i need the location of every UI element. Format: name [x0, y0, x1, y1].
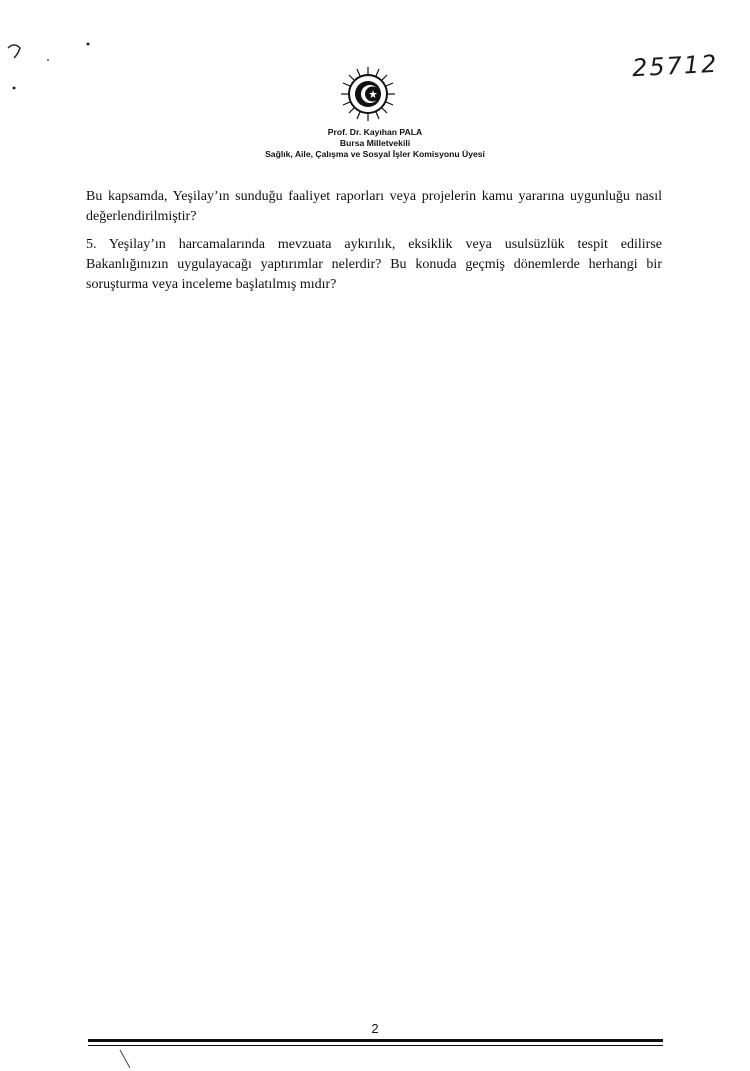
speck [87, 43, 90, 46]
body-paragraph: Bu kapsamda, Yeşilay’ın sunduğu faaliyet raporları veya projelerin kamu yararına uygunluğu nasıl değerlendirilmiştir? [86, 189, 662, 224]
document-body [86, 187, 662, 303]
author-committee: Sağlık, Aile, Çalışma ve Sosyal İşler Komisyonu Üyesi [265, 149, 485, 159]
footer-rule-thin [88, 1045, 663, 1046]
letterhead [0, 127, 750, 160]
speck [13, 87, 16, 90]
parliament-emblem-icon [340, 66, 396, 122]
footer-rule-thick [88, 1039, 663, 1042]
corner-mark-top-left [8, 45, 20, 58]
speck [47, 59, 49, 61]
handwritten-document-number: 25712 [631, 49, 720, 83]
body-paragraph: 5. Yeşilay’ın harcamalarında mevzuata aykırılık, eksiklik veya usulsüzlük tespit edilirse Bakanlığınızın uygulayacağı yaptırımlar nelerdir? Bu konuda geçmiş dönemlerde herhangi bir soruşturma veya inceleme başlatılmış mıdır? [86, 237, 662, 292]
author-position: Bursa Milletvekili [339, 138, 411, 148]
author-name: Prof. Dr. Kayıhan PALA [327, 127, 423, 137]
page-number: 2 [371, 1021, 379, 1036]
stray-mark [120, 1050, 130, 1068]
